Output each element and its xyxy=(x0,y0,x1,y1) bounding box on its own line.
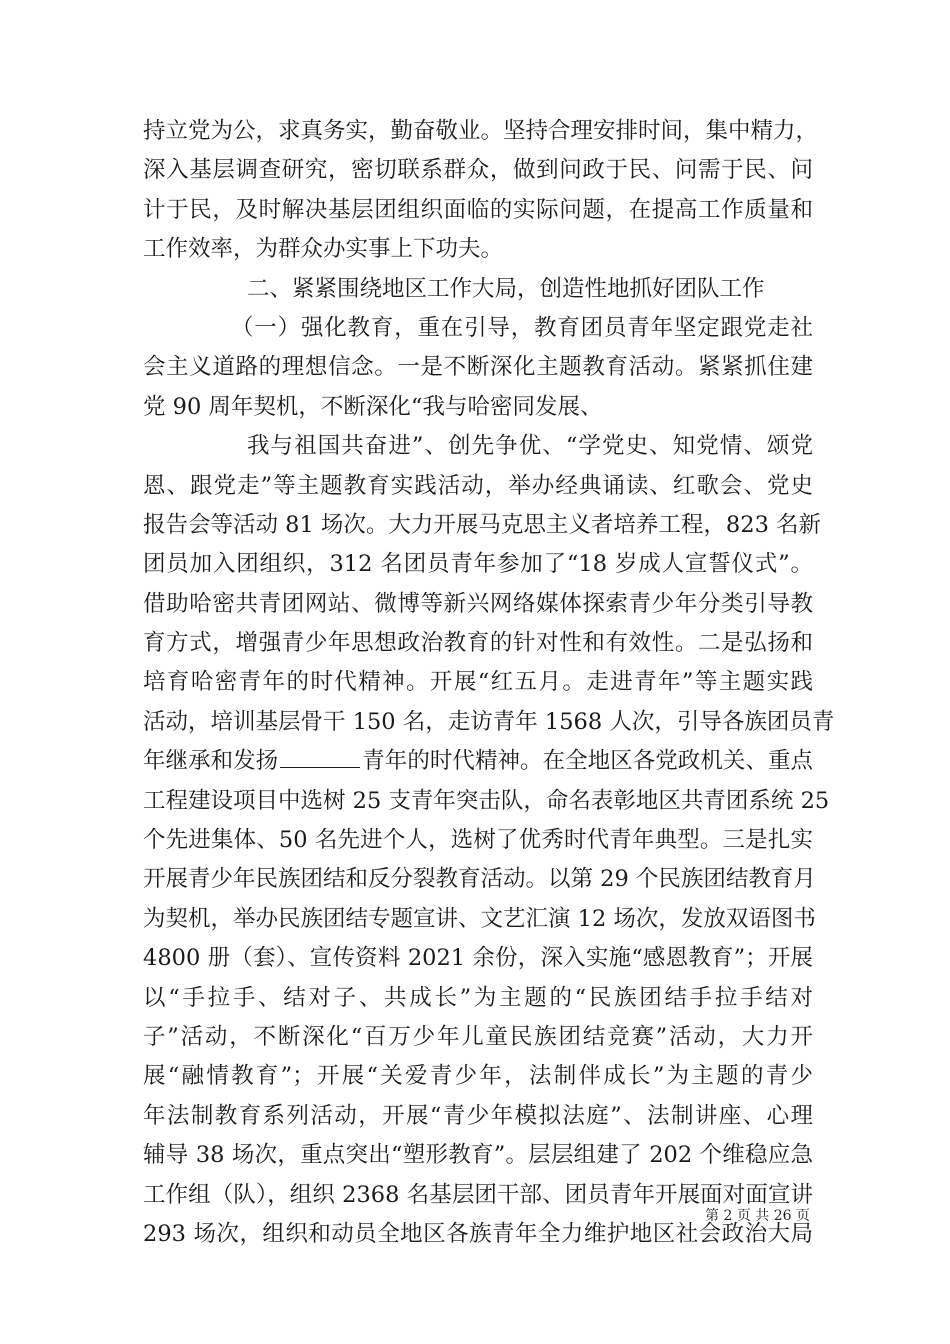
text-line: 辅导 38 场次，重点突出“塑形教育”。层层组建了 202 个维稳应急 xyxy=(143,1142,813,1169)
text-line: 团员加入团组织，312 名团员青年参加了“18 岁成人宣誓仪式”。 xyxy=(143,551,813,578)
text-line: 育方式，增强青少年思想政治教育的针对性和有效性。二是弘扬和 xyxy=(143,630,813,657)
text-line: 会主义道路的理想信念。一是不断深化主题教育活动。紧紧抓住建 xyxy=(143,354,813,381)
text-line: 工作组（队），组织 2368 名基层团干部、团员青年开展面对面宣讲 xyxy=(143,1181,813,1208)
text-line: 党 90 周年契机，不断深化“我与哈密同发展、 xyxy=(143,393,603,420)
text-line: 我与祖国共奋进”、创先争优、“学党史、知党情、颂党 xyxy=(247,433,813,460)
text-line: 4800 册（套）、宣传资料 2021 余份，深入实施“感恩教育”；开展 xyxy=(143,945,813,972)
text-line: 子”活动，不断深化“百万少年儿童民族团结竞赛”活动，大力开 xyxy=(143,1023,813,1050)
text-line: 工程建设项目中选树 25 支青年突击队，命名表彰地区共青团系统 25 xyxy=(143,787,830,814)
section-heading: 二、紧紧围绕地区工作大局，创造性地抓好团队工作 xyxy=(247,275,765,302)
subsection-heading: （一）强化教育，重在引导，教育团员青年坚定跟党走社 xyxy=(231,314,813,341)
text-line: 为契机，举办民族团结专题宣讲、文艺汇演 12 场次，发放双语图书 xyxy=(143,905,816,932)
text-line: 借助哈密共青团网站、微博等新兴网络媒体探索青少年分类引导教 xyxy=(143,590,813,617)
text-line: 深入基层调查研究，密切联系群众，做到问政于民、问需于民、问 xyxy=(143,157,813,184)
body-text xyxy=(143,112,835,1254)
text-line: 展“融情教育”；开展“关爱青少年，法制伴成长”为主题的青少 xyxy=(143,1063,813,1090)
text-line: 293 场次，组织和动员全地区各族青年全力维护地区社会政治大局 xyxy=(143,1220,813,1247)
text-line: 培育哈密青年的时代精神。开展“红五月。走进青年”等主题实践 xyxy=(143,669,813,696)
text-line: 工作效率，为群众办实事上下功夫。 xyxy=(143,236,504,263)
fill-in-blank xyxy=(280,745,360,768)
text-line: 年法制教育系列活动，开展“青少年模拟法庭”、法制讲座、心理 xyxy=(143,1102,813,1129)
text-line: 开展青少年民族团结和反分裂教育活动。以第 29 个民族团结教育月 xyxy=(143,866,816,893)
text-line: 持立党为公，求真务实，勤奋敬业。坚持合理安排时间，集中精力， xyxy=(143,118,819,144)
page-number-footer: 第 2 页 共 26 页 xyxy=(705,1208,810,1224)
text-line: 个先进集体、50 名先进个人，选树了优秀时代青年典型。三是扎实 xyxy=(143,827,813,854)
text-line: 报告会等活动 81 场次。大力开展马克思主义者培养工程，823 名新 xyxy=(143,511,822,538)
text-segment: 青年的时代精神。在全地区各党政机关、重点 xyxy=(362,748,813,775)
text-line: 活动，培训基层骨干 150 名，走访青年 1568 人次，引导各族团员青 xyxy=(143,708,835,735)
text-line: 计于民，及时解决基层团组织面临的实际问题，在提高工作质量和 xyxy=(143,196,813,223)
text-line: 以“手拉手、结对子、共成长”为主题的“民族团结手拉手结对 xyxy=(143,984,813,1011)
text-line-with-blank xyxy=(143,742,813,781)
text-line: 恩、跟党走”等主题教育实践活动，举办经典诵读、红歌会、党史 xyxy=(143,472,813,499)
text-segment: 年继承和发扬 xyxy=(143,748,279,775)
